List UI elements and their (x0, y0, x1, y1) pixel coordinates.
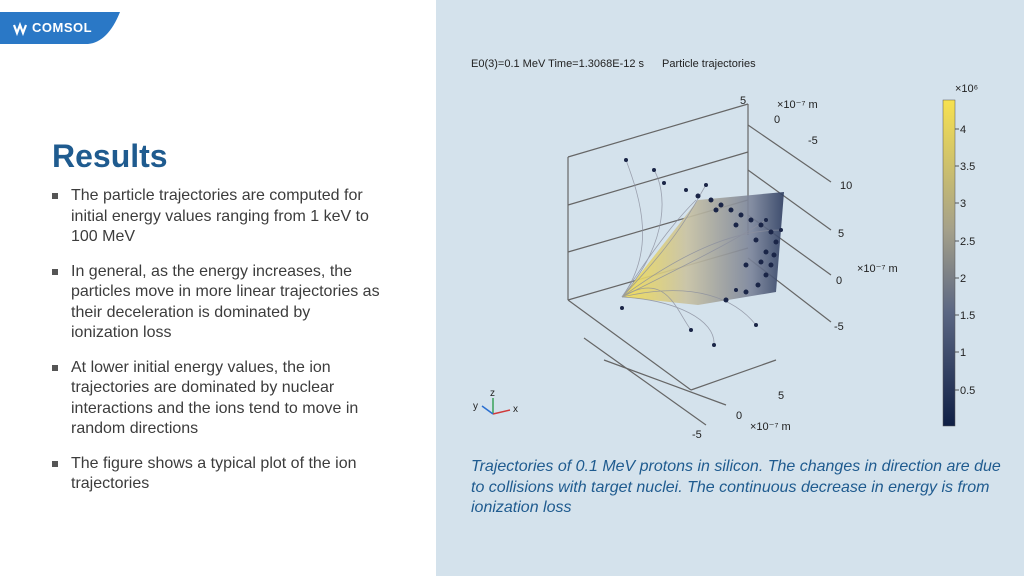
top-axis-tick: 0 (774, 114, 781, 126)
bullet-item: At lower initial energy values, the ion trajectories are dominated by nuclear interactions and the ions tend to move in random directions (52, 358, 382, 440)
right-axis-unit: ×10⁻⁷ m (857, 263, 898, 275)
plot-title: Particle trajectories (662, 58, 756, 70)
bottom-axis-unit: ×10⁻⁷ m (750, 421, 791, 433)
right-axis-tick: -5 (834, 321, 844, 333)
bottom-axis-tick: 0 (736, 410, 743, 422)
top-axis-unit: ×10⁻⁷ m (777, 99, 818, 111)
figure-caption: Trajectories of 0.1 MeV protons in silicon. The changes in direction are due to collisions with target nuclei. The continuous decrease in energy is from ionization loss (471, 458, 1001, 516)
colorbar-tick: 3.5 (960, 161, 976, 173)
colorbar-multiplier: ×10⁶ (955, 83, 979, 95)
bullet-item: In general, as the energy increases, the particles move in more linear trajectories as their deceleration is dominated by ionization loss (52, 262, 382, 344)
top-axis-tick: -5 (808, 135, 818, 147)
bullet-square-icon (52, 365, 58, 371)
colorbar (943, 83, 978, 426)
axes-triad-icon (473, 388, 518, 415)
colorbar-tick: 4 (960, 124, 967, 136)
top-axis-tick: 5 (740, 95, 747, 107)
bullet-item: The figure shows a typical plot of the ion trajectories (52, 454, 382, 495)
svg-text:z: z (490, 388, 495, 399)
plot-time-label: E0(3)=0.1 MeV Time=1.3068E-12 s (471, 58, 645, 70)
svg-text:x: x (513, 404, 518, 415)
colorbar-tick: 1.5 (960, 310, 976, 322)
particle-trajectories (620, 158, 784, 347)
svg-text:y: y (473, 401, 478, 412)
colorbar-tick: 2.5 (960, 236, 976, 248)
bullet-square-icon (52, 193, 58, 199)
brand-logo-text: COMSOL (32, 20, 93, 35)
bottom-axis-tick: 5 (778, 390, 785, 402)
bottom-axis-tick: -5 (692, 429, 702, 441)
text-panel (0, 0, 436, 576)
page-title: Results (52, 138, 168, 174)
right-axis-tick: 10 (840, 180, 853, 192)
bullet-item: The particle trajectories are computed for initial energy values ranging from 1 keV to 100 MeV (52, 186, 382, 248)
bullet-list (52, 186, 382, 509)
bullet-square-icon (52, 461, 58, 467)
bullet-square-icon (52, 269, 58, 275)
colorbar-tick: 3 (960, 198, 967, 210)
colorbar-tick: 1 (960, 347, 967, 359)
colorbar-tick: 2 (960, 273, 967, 285)
trajectory-plot (436, 0, 1024, 450)
colorbar-tick: 0.5 (960, 385, 976, 397)
right-axis-tick: 5 (838, 228, 845, 240)
right-axis-tick: 0 (836, 275, 843, 287)
